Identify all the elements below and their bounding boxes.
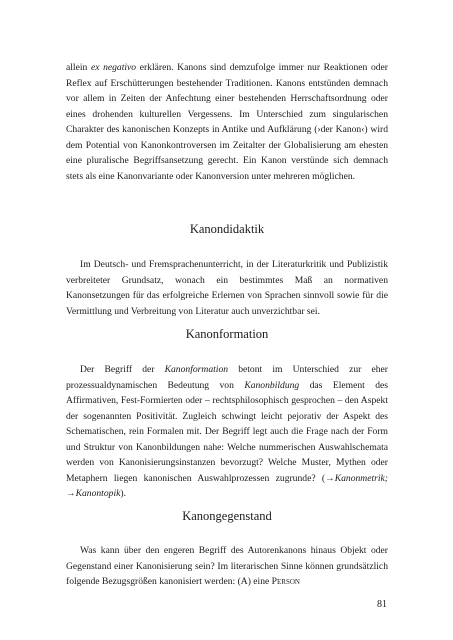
section-heading-kanonformation: Kanonformation — [185, 327, 269, 341]
italic-term: ex negativo — [90, 62, 137, 73]
cross-reference: →Kanonmetrik; →Kanontopik — [66, 472, 388, 499]
text-run: erklären. Kanons sind demzufolge immer nur Reaktionen oder Reflex auf Erschütterungen bestehender Traditionen. Kanons entstünden demnach vor allem in Zeiten der Anfechtung einer bestehenden Herrschaftsordnung oder eines drohenden kulturellen Vergessens. Im Unterschied zum singularischen Charakter des kanonischen Konzepts in Antike und Aufklärung (›der Kanon‹) wird dem Potential von Kanonkontroversen im Zeitalter der Globalisierung am ehesten eine pluralische Begriffsansetzung gerecht. Ein Kanon verstünde sich demnach stets als eine Kanonvariante oder Kanonversion unter mehreren möglichen. — [66, 62, 389, 182]
text-run: Was kann über den engeren Begriff des Autorenkanons hinaus Objekt oder Gegenstand einer Kanonisierung sein? Im literarischen Sinne können grundsätzlich folgende Bezugsgrößen kanonisiert werden: (A) eine — [66, 545, 388, 587]
text-run: das Element des Affirmativen, Fest-Formierten oder – rechtsphilosophisch gesprochen – den Aspekt der sogenannten Positivität. Zugleich schwingt leicht pejorativ der Aspekt des Schematischen, rein Formalen mit. Der Begriff legt auch die Frage nach der Form und Struktur von Kanonbildungen nahe: Welche nummerischen Auswahlschemata werden von Kanonisierungsinstanzen bevorzugt? Welche Muster, Mythen oder Metaphern liegen kanonischen Auswahlprozessen zugrunde? ( — [66, 379, 388, 484]
text-run: Im Deutsch- und Fremsprachenunterricht, in der Literaturkritik und Publizistik verbreiteter Grundsatz, wonach ein bestimmtes Maß an normativen Kanonsetzungen für das erfolgreiche Erlernen von Sprachen sinnvoll sowie für die Vermittlung und Verbreitung von Literatur auch unverzichtbar sei. — [66, 259, 388, 317]
text-run: ). — [120, 488, 126, 499]
section-heading-kanongegenstand: Kanongegenstand — [182, 509, 272, 523]
small-caps-term: Person — [271, 576, 300, 587]
italic-term: Kanonbildung — [244, 379, 300, 391]
text-run: betont im Unterschied zur eher prozessualdynamischen Bedeutung von — [66, 364, 388, 391]
paragraph-kanondidaktik — [66, 257, 388, 319]
page-number: 81 — [377, 599, 387, 610]
text-run: Der Begriff der — [80, 364, 165, 375]
section-heading-kanondidaktik: Kanondidaktik — [189, 222, 265, 236]
italic-term: Kanonformation — [164, 364, 229, 375]
paragraph-kanonformation — [66, 362, 388, 502]
text-run: allein — [66, 62, 91, 73]
paragraph-kanongegenstand — [66, 543, 388, 590]
paragraph-intro — [66, 60, 388, 184]
